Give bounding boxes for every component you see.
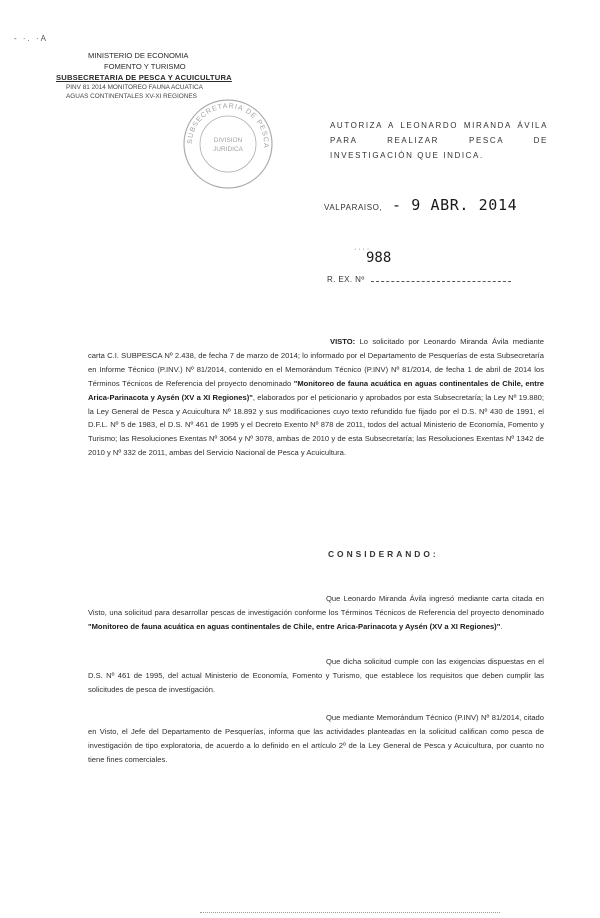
resolution-subject: AUTORIZA A LEONARDO MIRANDA ÁVILA PARA REALIZAR PESCA DE INVESTIGACIÓN QUE INDICA. xyxy=(330,121,548,160)
visto-project-name: "Monitoreo de fauna acuática en aguas continentales de Chile, entre Arica-Parinacota y Aysén (XV a XI Regiones)" xyxy=(88,378,544,402)
considerando-heading: CONSIDERANDO: xyxy=(328,549,439,559)
corner-mark: - ·. ·A xyxy=(14,34,48,43)
header-reference: PINV 81 2014 MONITOREO FAUNA ACUATICA xyxy=(66,84,203,91)
header-subsecretaria: SUBSECRETARIA DE PESCA Y ACUICULTURA xyxy=(56,73,232,82)
number-dots: · · · · xyxy=(354,246,370,253)
ministry-header xyxy=(56,50,266,101)
stamp-center-line1: DIVISION xyxy=(213,137,243,144)
stamp-ring-text: SUBSECRETARIA DE PESCA xyxy=(186,102,270,149)
place-label: VALPARAISO, xyxy=(324,203,383,212)
considerando-p1-project: "Monitoreo de fauna acuática en aguas continentales de Chile, entre Arica-Parinacota y Aysén (XV a XI Regiones)" xyxy=(88,621,501,631)
considerando-p1-text: Que Leonardo Miranda Ávila ingresó mediante carta citada en Visto, una solicitud para desarrollar pescas de investigación conforme los Términos Técnicos de Referencia del proyecto denominado xyxy=(88,594,544,617)
resolution-number: 988 xyxy=(366,250,392,266)
considerando-p1-end: . xyxy=(500,621,503,631)
considerando-paragraph-2: Que dicha solicitud cumple con las exigencias dispuestas en el D.S. Nº 461 de 1995, del actual Ministerio de Economía, Fomento y Turismo, que establece los requisitos que deben cumplir las solicitudes de pesca de investigación. xyxy=(88,657,544,694)
resolution-label xyxy=(327,275,511,284)
visto-paragraph xyxy=(88,335,544,460)
header-fomento: FOMENTO Y TURISMO xyxy=(104,62,186,71)
division-juridica-stamp xyxy=(180,96,276,192)
resolution-label-text: R. EX. Nº xyxy=(327,275,365,284)
date-stamp: - 9 ABR. 2014 xyxy=(392,196,518,214)
header-ministry: MINISTERIO DE ECONOMIA xyxy=(88,51,189,60)
visto-heading: VISTO: xyxy=(330,337,356,346)
considerando-paragraph-3: Que mediante Memorándum Técnico (P.INV) Nº 81/2014, citado en Visto, el Jefe del Departamento de Pesquerías, informa que las actividades planteadas en la solicitud califican como pesca de investigación de tipo exploratoria, de acuerdo a lo definido en el artículo 2º de la Ley General de Pesca y Acuicultura, por cuanto no tiene fines comerciales. xyxy=(88,713,544,764)
visto-text-2: , elaborados por el peticionario y aprobados por esta Subsecretaría; la Ley Nº 19.880; la Ley General de Pesca y Acuicultura Nº 18.892 y sus modificaciones cuyo texto refundido fue fijado por el D.S. Nº 430 de 1991, el D.F.L. Nº 5 de 1983, el D.S. Nº 461 de 1995 y el Decreto Exento Nº 878 de 2011, todos del actual Ministerio de Economía, Fomento y Turismo; las Resoluciones Exentas Nº 3064 y Nº 3078, ambas de 2010 y de esta Subsecretaría; las Resoluciones Exentas Nº 1342 de 2010 y Nº 332 de 2011, ambas del Servicio Nacional de Pesca y Acuicultura. xyxy=(88,392,544,458)
footer-dotted-line xyxy=(200,912,500,913)
stamp-center-line2: JURIDICA xyxy=(213,146,243,153)
visto-text-1: Lo solicitado por Leonardo Miranda Ávila mediante carta C.I. SUBPESCA Nº 2.438, de fecha 7 de marzo de 2014; lo informado por el Departamento de Pesquerías de esta Subsecretaría en Informe Técnico (P.INV.) Nº 81/2014, contenido en el Memorándum Técnico (P.INV) Nº 81/2014, de fecha 1 de abril de 2014 los Términos Técnicos de Referencia del proyecto denominado xyxy=(88,337,544,388)
header-reference-2: AGUAS CONTINENTALES XV-XI REGIONES xyxy=(66,93,197,100)
resolution-dash-line xyxy=(371,275,511,282)
considerando-paragraph-1 xyxy=(88,592,544,634)
